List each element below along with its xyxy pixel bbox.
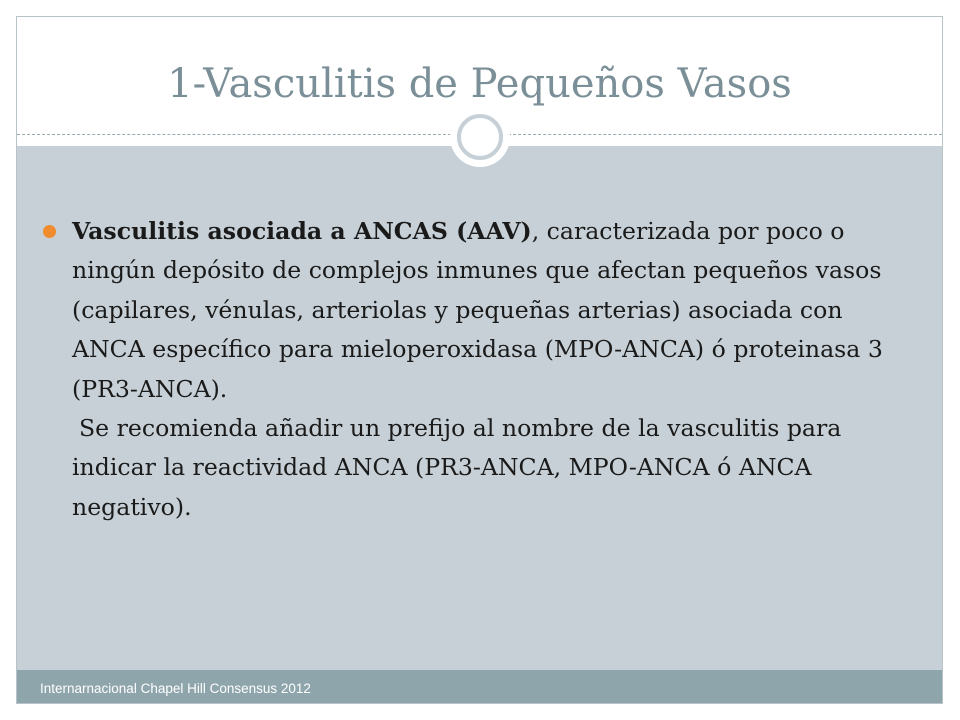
slide-title: 1-Vasculitis de Pequeños Vasos — [167, 61, 792, 107]
bullet-bold-text: Vasculitis asociada a ANCAS (AAV) — [72, 217, 532, 245]
bullet-text — [72, 212, 903, 409]
recommendation-paragraph: Se recomienda añadir un prefijo al nombre de la vasculitis para indicar la reactividad ANCA (PR3-ANCA, MPO-ANCA ó ANCA negativo). — [72, 414, 842, 521]
bullet-dot-icon — [43, 225, 56, 238]
bullet-item — [43, 212, 903, 409]
slide-body — [43, 212, 903, 527]
circle-ring-icon — [457, 114, 503, 160]
footer-text: Internarnacional Chapel Hill Consensus 2012 — [40, 681, 311, 696]
bullet-rest-text: , caracterizada por poco o ningún depósito de complejos inmunes que afectan pequeños vasos (capilares, vénulas, arteriolas y pequeñas arterias) asociada con ANCA específico para mieloperoxidasa (MPO-ANCA) ó proteinasa 3 (PR3-ANCA). — [72, 217, 883, 403]
